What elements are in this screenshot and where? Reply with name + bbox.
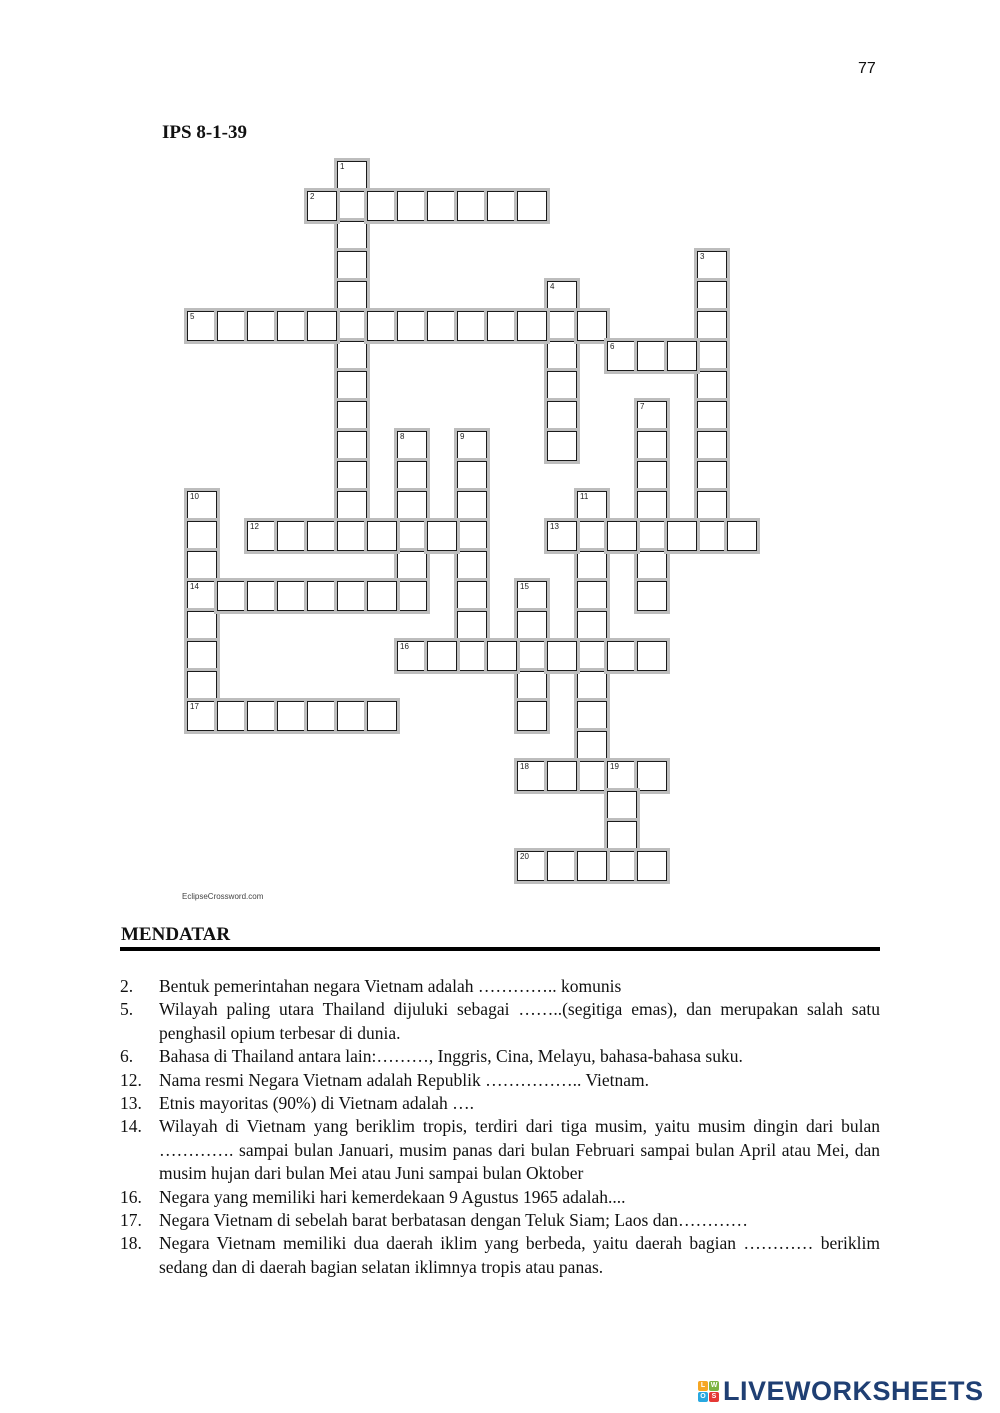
clue-number: 8 <box>400 432 405 441</box>
crossword-cell[interactable] <box>277 311 307 341</box>
crossword-cell[interactable] <box>607 641 637 671</box>
clue-item-text: Etnis mayoritas (90%) di Vietnam adalah …. <box>159 1093 475 1114</box>
crossword-cell[interactable] <box>607 851 637 881</box>
clue-list <box>120 975 880 1279</box>
crossword-cell[interactable] <box>307 581 337 611</box>
crossword-cell[interactable] <box>577 671 607 701</box>
crossword-cell[interactable] <box>337 281 367 311</box>
crossword-cell[interactable] <box>367 191 397 221</box>
crossword-cell[interactable] <box>457 461 487 491</box>
crossword-cell[interactable] <box>517 311 547 341</box>
crossword-cell[interactable] <box>607 341 637 371</box>
clue-item <box>120 1115 880 1185</box>
clue-item-number: 2. <box>120 976 134 996</box>
crossword-cell[interactable] <box>577 851 607 881</box>
clue-item-number: 13. <box>120 1093 142 1114</box>
crossword-cell[interactable] <box>247 311 277 341</box>
crossword-cell[interactable] <box>337 251 367 281</box>
crossword-cell[interactable] <box>697 251 727 281</box>
crossword-cell[interactable] <box>277 581 307 611</box>
crossword-cell[interactable] <box>397 191 427 221</box>
clue-item <box>120 1232 880 1279</box>
crossword-cell[interactable] <box>577 581 607 611</box>
crossword-cell[interactable] <box>457 191 487 221</box>
clue-item-number: 17. <box>120 1210 142 1231</box>
liveworksheets-brand <box>698 1376 984 1407</box>
crossword-cell[interactable] <box>457 431 487 461</box>
crossword-cell[interactable] <box>187 521 217 551</box>
clue-item-text: Nama resmi Negara Vietnam adalah Republik …………….. Vietnam. <box>159 1069 650 1090</box>
crossword-cell[interactable] <box>397 551 427 581</box>
clue-item-text: Negara Vietnam di sebelah barat berbatasan dengan Teluk Siam; Laos dan………… <box>159 1210 748 1231</box>
crossword-cell[interactable] <box>457 551 487 581</box>
clue-item <box>120 1092 880 1115</box>
crossword-cell[interactable] <box>337 191 367 221</box>
clue-number: 6 <box>610 342 615 351</box>
crossword-cell[interactable] <box>727 521 757 551</box>
clue-number: 10 <box>190 492 199 501</box>
clue-number: 13 <box>550 522 559 531</box>
clue-number: 17 <box>190 702 199 711</box>
crossword-cell[interactable] <box>247 521 277 551</box>
clue-item-text: Bentuk pemerintahan negara Vietnam adalah ………….. komunis <box>159 976 622 996</box>
clue-number: 1 <box>340 162 345 171</box>
clue-item <box>120 998 880 1045</box>
clue-item-text: Negara yang memiliki hari kemerdekaan 9 Agustus 1965 adalah.... <box>159 1186 626 1207</box>
crossword-cell[interactable] <box>637 401 667 431</box>
crossword-cell[interactable] <box>307 311 337 341</box>
logo-tile: O <box>698 1392 708 1402</box>
crossword-cell[interactable] <box>187 611 217 641</box>
page-number: 77 <box>858 60 876 77</box>
clue-number: 18 <box>520 762 529 771</box>
crossword-cell[interactable] <box>697 491 727 521</box>
crossword-cell[interactable] <box>547 371 577 401</box>
crossword-cell[interactable] <box>577 761 607 791</box>
crossword-cell[interactable] <box>547 521 577 551</box>
clue-number: 12 <box>250 522 259 531</box>
crossword-cell[interactable] <box>517 701 547 731</box>
crossword-cell[interactable] <box>637 491 667 521</box>
crossword-cell[interactable] <box>457 641 487 671</box>
crossword-cell[interactable] <box>337 161 367 191</box>
crossword-cell[interactable] <box>577 311 607 341</box>
crossword-cell[interactable] <box>577 491 607 521</box>
crossword-cell[interactable] <box>577 551 607 581</box>
crossword-cell[interactable] <box>427 641 457 671</box>
crossword-cell[interactable] <box>367 701 397 731</box>
crossword-cell[interactable] <box>397 641 427 671</box>
crossword-cell[interactable] <box>337 521 367 551</box>
crossword-cell[interactable] <box>697 311 727 341</box>
crossword-cell[interactable] <box>637 581 667 611</box>
clue-item-text: Wilayah paling utara Thailand dijuluki sebagai ……..(segitiga emas), dan merupakan salah satu penghasil opium terbesar di dunia. <box>159 999 880 1043</box>
crossword-cell[interactable] <box>577 521 607 551</box>
crossword-cell[interactable] <box>547 761 577 791</box>
clue-item-text: Bahasa di Thailand antara lain:………, Inggris, Cina, Melayu, bahasa-bahasa suku. <box>159 1046 743 1067</box>
clue-item <box>120 975 880 998</box>
crossword-cell[interactable] <box>577 731 607 761</box>
crossword-cell[interactable] <box>337 581 367 611</box>
crossword-cell[interactable] <box>397 431 427 461</box>
crossword-cell[interactable] <box>637 431 667 461</box>
crossword-cell[interactable] <box>547 281 577 311</box>
clue-item <box>120 1069 880 1092</box>
clue-item <box>120 1186 880 1209</box>
crossword-cell[interactable] <box>487 311 517 341</box>
crossword-cell[interactable] <box>517 761 547 791</box>
brand-text: LIVEWORKSHEETS <box>723 1376 984 1406</box>
crossword-cell[interactable] <box>517 851 547 881</box>
crossword-cell[interactable] <box>517 611 547 641</box>
crossword-cell[interactable] <box>337 431 367 461</box>
crossword-cell[interactable] <box>457 581 487 611</box>
crossword-cell[interactable] <box>547 341 577 371</box>
clue-number: 9 <box>460 432 465 441</box>
crossword-cell[interactable] <box>697 341 727 371</box>
clue-number: 5 <box>190 312 195 321</box>
crossword-cell[interactable] <box>607 761 637 791</box>
crossword-cell[interactable] <box>277 521 307 551</box>
crossword-cell[interactable] <box>337 491 367 521</box>
crossword-cell[interactable] <box>517 191 547 221</box>
crossword-cell[interactable] <box>397 491 427 521</box>
crossword-cell[interactable] <box>697 521 727 551</box>
crossword-cell[interactable] <box>607 821 637 851</box>
crossword-cell[interactable] <box>397 311 427 341</box>
crossword-cell[interactable] <box>307 701 337 731</box>
clue-item-text: Wilayah di Vietnam yang beriklim tropis, terdiri dari tiga musim, yaitu musim dingin dari bulan …………. sampai bulan Januari, musim panas dari bulan Februari sampai bulan April atau Mei, dan musim hujan dari bulan Mei atau Juni sampai bulan Oktober <box>159 1116 880 1184</box>
clue-item-number: 16. <box>120 1186 142 1207</box>
crossword-cell[interactable] <box>187 641 217 671</box>
crossword-cell[interactable] <box>637 341 667 371</box>
crossword-cell[interactable] <box>337 341 367 371</box>
section-divider <box>120 947 880 951</box>
clue-number: 3 <box>700 252 705 261</box>
crossword-cell[interactable] <box>247 581 277 611</box>
crossword-cell[interactable] <box>577 611 607 641</box>
liveworksheets-logo-icon <box>698 1381 719 1402</box>
clue-number: 16 <box>400 642 409 651</box>
crossword-cell[interactable] <box>547 401 577 431</box>
crossword-cell[interactable] <box>367 581 397 611</box>
crossword-cell[interactable] <box>397 581 427 611</box>
clue-item-number: 5. <box>120 999 134 1020</box>
crossword-cell[interactable] <box>397 521 427 551</box>
crossword-cell[interactable] <box>697 281 727 311</box>
crossword-cell[interactable] <box>517 671 547 701</box>
crossword-cell[interactable] <box>697 371 727 401</box>
clue-item-number: 18. <box>120 1233 142 1254</box>
crossword-cell[interactable] <box>217 701 247 731</box>
logo-tile: L <box>698 1381 708 1391</box>
crossword-cell[interactable] <box>637 461 667 491</box>
crossword-cell[interactable] <box>517 641 547 671</box>
clue-number: 7 <box>640 402 645 411</box>
clues-section-title: MENDATAR <box>121 924 231 945</box>
crossword-cell[interactable] <box>187 491 217 521</box>
logo-tile: S <box>709 1392 719 1402</box>
crossword-cell[interactable] <box>187 311 217 341</box>
crossword-cell[interactable] <box>607 521 637 551</box>
crossword-cell[interactable] <box>547 311 577 341</box>
crossword-cell[interactable] <box>367 311 397 341</box>
crossword-cell[interactable] <box>607 791 637 821</box>
crossword-cell[interactable] <box>307 521 337 551</box>
crossword-cell[interactable] <box>397 461 427 491</box>
crossword-cell[interactable] <box>217 311 247 341</box>
crossword-cell[interactable] <box>517 581 547 611</box>
crossword-cell[interactable] <box>547 431 577 461</box>
crossword-cell[interactable] <box>337 701 367 731</box>
crossword-cell[interactable] <box>637 641 667 671</box>
crossword-cell[interactable] <box>427 521 457 551</box>
crossword-cell[interactable] <box>547 851 577 881</box>
crossword-cell[interactable] <box>457 611 487 641</box>
crossword-cell[interactable] <box>337 401 367 431</box>
clue-item-text: Negara Vietnam memiliki dua daerah iklim yang berbeda, yaitu daerah bagian ………… beriklim sedang dan di daerah bagian selatan iklimnya tropis atau panas. <box>159 1233 880 1277</box>
crossword-cell[interactable] <box>667 521 697 551</box>
crossword-cell[interactable] <box>457 491 487 521</box>
clue-item <box>120 1209 880 1232</box>
crossword-cell[interactable] <box>697 461 727 491</box>
crossword-cell[interactable] <box>217 581 247 611</box>
crossword-cell[interactable] <box>637 761 667 791</box>
crossword-cell[interactable] <box>337 461 367 491</box>
clue-number: 20 <box>520 852 529 861</box>
crossword-cell[interactable] <box>577 641 607 671</box>
crossword-cell[interactable] <box>187 581 217 611</box>
clue-item-number: 12. <box>120 1069 142 1090</box>
crossword-cell[interactable] <box>427 311 457 341</box>
clue-number: 15 <box>520 582 529 591</box>
crossword-cell[interactable] <box>277 701 307 731</box>
clue-number: 11 <box>580 492 589 501</box>
crossword-cell[interactable] <box>187 701 217 731</box>
crossword-cell[interactable] <box>697 401 727 431</box>
clue-item <box>120 1045 880 1068</box>
crossword-cell[interactable] <box>337 371 367 401</box>
crossword-cell[interactable] <box>427 191 457 221</box>
crossword-cell[interactable] <box>187 671 217 701</box>
clue-number: 2 <box>310 192 315 201</box>
crossword-cell[interactable] <box>637 521 667 551</box>
clue-item-number: 6. <box>120 1046 134 1067</box>
crossword-cell[interactable] <box>547 641 577 671</box>
crossword-cell[interactable] <box>487 191 517 221</box>
logo-tile: W <box>710 1382 718 1389</box>
crossword-cell[interactable] <box>457 311 487 341</box>
eclipse-crossword-credit: EclipseCrossword.com <box>182 892 264 901</box>
crossword-cell[interactable] <box>667 341 697 371</box>
crossword-cell[interactable] <box>337 221 367 251</box>
worksheet-code: IPS 8-1-39 <box>162 122 247 143</box>
crossword-cell[interactable] <box>637 851 667 881</box>
crossword-cell[interactable] <box>697 431 727 461</box>
crossword-cell[interactable] <box>637 551 667 581</box>
clue-item-number: 14. <box>120 1116 142 1137</box>
clue-number: 19 <box>610 762 619 771</box>
clue-number: 14 <box>190 582 199 591</box>
crossword-cell[interactable] <box>457 521 487 551</box>
crossword-cell[interactable] <box>487 641 517 671</box>
crossword-cell[interactable] <box>577 701 607 731</box>
crossword-cell[interactable] <box>367 521 397 551</box>
crossword-cell[interactable] <box>247 701 277 731</box>
crossword-cell[interactable] <box>307 191 337 221</box>
clue-number: 4 <box>550 282 555 291</box>
crossword-cell[interactable] <box>187 551 217 581</box>
crossword-cell[interactable] <box>337 311 367 341</box>
